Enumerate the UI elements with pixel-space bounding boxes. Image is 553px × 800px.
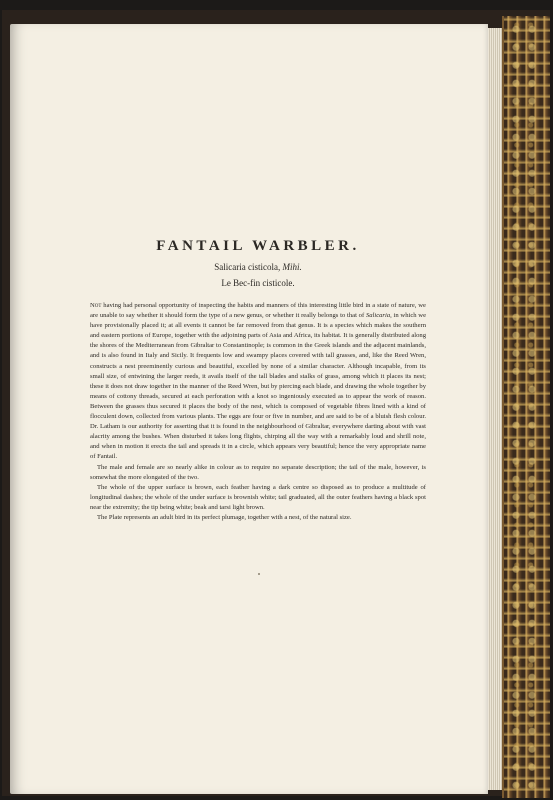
paragraph-1 <box>90 301 426 463</box>
paragraph-1-text-a: having had personal opportunity of inspecting the habits and manners of this interesting little bird in a state of nature, we are unable to say whether it should form the type of a new genus, or whether it really belongs to that of <box>90 302 426 320</box>
page-stack-edges <box>488 28 502 790</box>
scientific-authority: Mihi. <box>282 262 302 272</box>
book-page <box>10 24 488 794</box>
page-title: FANTAIL WARBLER. <box>156 238 360 254</box>
marbled-endpaper-pattern <box>508 22 540 792</box>
paragraph-4: The Plate represents an adult bird in its perfect plumage, together with a nest, of the natural size. <box>97 513 352 521</box>
french-name: Le Bec-fin cisticole. <box>221 278 295 288</box>
paragraph-2: The male and female are so nearly alike in colour as to require no separate description; the tail of the male, however, is somewhat the more elongated of the two. <box>90 463 426 481</box>
paragraph-3: The whole of the upper surface is brown, each feather having a dark centre so disposed as to produce a multitude of longitudinal dashes; the whole of the under surface is brownish white; tail graduated, all the outer feathers having a black spot near the extremity; the tip being white; beak and tarsi light brown. <box>90 483 426 511</box>
scientific-name <box>90 262 426 272</box>
article-body <box>90 301 426 523</box>
book-spread <box>2 10 550 796</box>
scientific-name-text: Salicaria cisticola, <box>214 262 281 272</box>
paragraph-lead-word: Not <box>90 302 102 309</box>
paper-speck <box>258 573 260 575</box>
genus-name: Salicaria <box>365 312 391 320</box>
paragraph-1-text-b: , in which we have provisionally placed it; at all events it cannot be far removed from that genus. It is a species which makes the southern and eastern portions of Europe, together with the adjoining parts of Asia and Africa, its habitat. It is generally distributed along the shores of the Mediterranean from Gibraltar to Constantinople; is common in the Greek islands and the adjacent mainlands, and is also found in Italy and Sicily. It frequents low and swampy places covered with tall grasses, and, like the Reed Wren, constructs a nest preeminently curious and beautiful, excelled by none of a similar character. Although incapable, from its small size, of entwining the larger reeds, it avails itself of the tall blades and stalks of grass, among which it places its nest; these it does not draw together in the manner of the Reed Wren, but by piercing each blade, and drawing the whole together by means of cottony threads, secured at each perforation with a knot so ingeniously executed as to appear the work of reason. Between the grasses thus secured it places the body of the nest, which is composed of vegetable fibres lined with a kind of flocculent down, collected from various plants. The eggs are four or five in number, and are said to be of a bluish flesh colour. Dr. Latham is our authority for asserting that it is found in the neighbourhood of Gibraltar, everywhere darting about with vast alacrity among the bushes. When disturbed it takes long flights, chirping all the way with a remarkably loud and shrill note, and when in motion it erects the tail and spreads it in a circle, which appears very beautiful; hence the very appropriate name of Fantail. <box>90 312 426 461</box>
